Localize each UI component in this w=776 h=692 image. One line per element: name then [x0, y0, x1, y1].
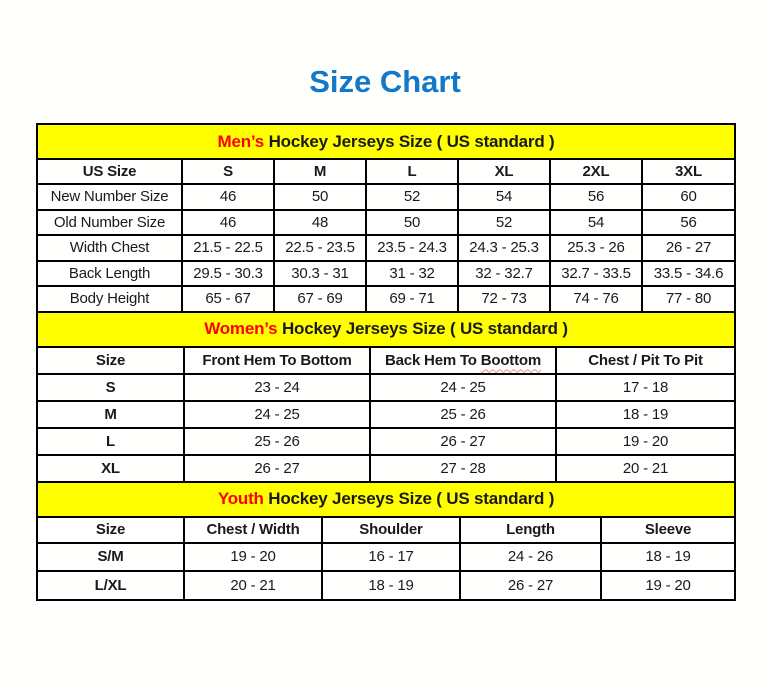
size-value-cell: 54: [458, 184, 550, 210]
size-value-cell: 18 - 19: [322, 571, 460, 600]
size-value-cell: 27 - 28: [370, 455, 556, 482]
size-value-cell: 24 - 26: [460, 543, 601, 572]
mens-header-row: [37, 159, 735, 184]
size-value-cell: 25 - 26: [184, 428, 370, 455]
table-row: [37, 571, 735, 600]
youth-header-cell: Chest / Width: [184, 517, 322, 543]
youth-header-cell: Sleeve: [601, 517, 735, 543]
youth-banner-text: Hockey Jerseys Size ( US standard ): [263, 489, 555, 508]
size-value-cell: 16 - 17: [322, 543, 460, 572]
size-value-cell: 17 - 18: [556, 374, 735, 401]
mens-banner: [37, 124, 735, 159]
mens-header-cell: XL: [458, 159, 550, 184]
womens-header-cell: [370, 347, 556, 374]
size-value-cell: 33.5 - 34.6: [642, 261, 735, 287]
youth-header-row: [37, 517, 735, 543]
womens-banner: [37, 312, 735, 347]
size-value-cell: 69 - 71: [366, 286, 458, 312]
mens-row-label: Width Chest: [37, 235, 182, 261]
size-value-cell: 20 - 21: [556, 455, 735, 482]
size-value-cell: 30.3 - 31: [274, 261, 366, 287]
table-row: [37, 455, 735, 482]
table-row: [37, 401, 735, 428]
youth-banner-row: [37, 482, 735, 517]
size-value-cell: 77 - 80: [642, 286, 735, 312]
womens-header-cell: Size: [37, 347, 184, 374]
size-value-cell: 50: [366, 210, 458, 236]
misspelled-word: Boottom: [480, 351, 541, 369]
size-value-cell: 52: [366, 184, 458, 210]
youth-header-cell: Length: [460, 517, 601, 543]
table-row: [37, 210, 735, 236]
mens-header-cell: 3XL: [642, 159, 735, 184]
table-row: [37, 543, 735, 572]
table-row: [37, 235, 735, 261]
mens-header-cell: L: [366, 159, 458, 184]
size-value-cell: 32 - 32.7: [458, 261, 550, 287]
table-row: [37, 261, 735, 287]
size-value-cell: 23 - 24: [184, 374, 370, 401]
mens-header-cell: 2XL: [550, 159, 642, 184]
size-value-cell: 65 - 67: [182, 286, 274, 312]
mens-banner-text: Hockey Jerseys Size ( US standard ): [264, 131, 555, 151]
size-chart-tables: [36, 123, 734, 601]
size-value-cell: 56: [550, 184, 642, 210]
size-value-cell: 56: [642, 210, 735, 236]
mens-header-cell: S: [182, 159, 274, 184]
womens-header-row: [37, 347, 735, 374]
size-value-cell: 60: [642, 184, 735, 210]
womens-header-cell: Chest / Pit To Pit: [556, 347, 735, 374]
womens-size-table: [36, 311, 736, 483]
youth-size-table: [36, 481, 736, 601]
womens-banner-text: Hockey Jerseys Size ( US standard ): [277, 319, 568, 338]
size-value-cell: 19 - 20: [184, 543, 322, 572]
mens-header-cell: US Size: [37, 159, 182, 184]
size-value-cell: 54: [550, 210, 642, 236]
youth-header-cell: Shoulder: [322, 517, 460, 543]
mens-row-label: Body Height: [37, 286, 182, 312]
womens-row-label: XL: [37, 455, 184, 482]
womens-banner-accent: Women’s: [204, 319, 278, 338]
table-row: [37, 286, 735, 312]
youth-banner-accent: Youth: [217, 489, 264, 508]
youth-row-label: L/XL: [37, 571, 184, 600]
mens-header-cell: M: [274, 159, 366, 184]
size-value-cell: 25 - 26: [370, 401, 556, 428]
mens-banner-accent: Men’s: [217, 131, 265, 151]
size-value-cell: 26 - 27: [642, 235, 735, 261]
size-value-cell: 20 - 21: [184, 571, 322, 600]
mens-size-table: [36, 123, 736, 313]
size-value-cell: 74 - 76: [550, 286, 642, 312]
size-value-cell: 26 - 27: [460, 571, 601, 600]
size-value-cell: 22.5 - 23.5: [274, 235, 366, 261]
size-value-cell: 18 - 19: [601, 543, 735, 572]
womens-row-label: M: [37, 401, 184, 428]
size-value-cell: 67 - 69: [274, 286, 366, 312]
size-value-cell: 31 - 32: [366, 261, 458, 287]
size-value-cell: 21.5 - 22.5: [182, 235, 274, 261]
size-value-cell: 29.5 - 30.3: [182, 261, 274, 287]
mens-banner-row: [37, 124, 735, 159]
size-value-cell: 50: [274, 184, 366, 210]
table-row: [37, 428, 735, 455]
womens-header-text: Back Hem To: [385, 351, 481, 369]
mens-row-label: Back Length: [37, 261, 182, 287]
table-row: [37, 184, 735, 210]
size-value-cell: 46: [182, 210, 274, 236]
size-value-cell: 24.3 - 25.3: [458, 235, 550, 261]
size-value-cell: 26 - 27: [370, 428, 556, 455]
size-value-cell: 18 - 19: [556, 401, 735, 428]
size-value-cell: 48: [274, 210, 366, 236]
size-value-cell: 23.5 - 24.3: [366, 235, 458, 261]
womens-row-label: S: [37, 374, 184, 401]
womens-row-label: L: [37, 428, 184, 455]
page-title: Size Chart: [309, 64, 461, 99]
size-value-cell: 26 - 27: [184, 455, 370, 482]
youth-row-label: S/M: [37, 543, 184, 572]
youth-banner: [37, 482, 735, 517]
size-value-cell: 32.7 - 33.5: [550, 261, 642, 287]
size-value-cell: 72 - 73: [458, 286, 550, 312]
youth-header-cell: Size: [37, 517, 184, 543]
size-value-cell: 46: [182, 184, 274, 210]
size-value-cell: 24 - 25: [184, 401, 370, 428]
mens-row-label: Old Number Size: [37, 210, 182, 236]
size-value-cell: 19 - 20: [556, 428, 735, 455]
womens-header-cell: Front Hem To Bottom: [184, 347, 370, 374]
mens-row-label: New Number Size: [37, 184, 182, 210]
size-value-cell: 25.3 - 26: [550, 235, 642, 261]
size-value-cell: 19 - 20: [601, 571, 735, 600]
womens-banner-row: [37, 312, 735, 347]
size-value-cell: 24 - 25: [370, 374, 556, 401]
size-value-cell: 52: [458, 210, 550, 236]
table-row: [37, 374, 735, 401]
